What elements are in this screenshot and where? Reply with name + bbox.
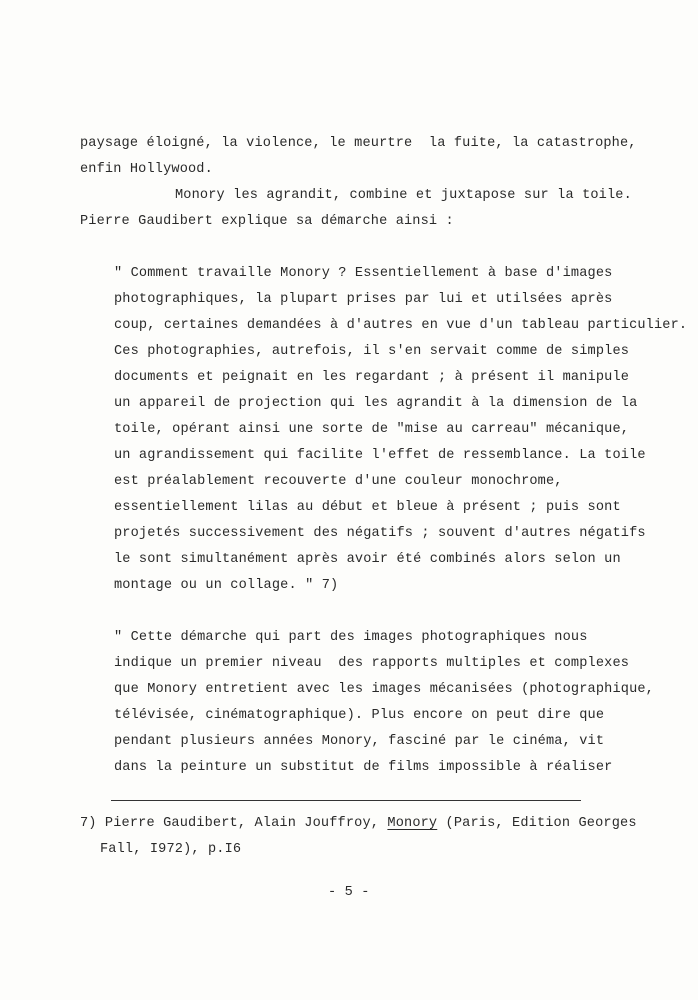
quote-two-line-2: indique un premier niveau des rapports multiples et complexes [114,656,630,671]
page-number: - 5 - [328,885,370,900]
footnote-line-1 [80,815,637,833]
footnote-separator [111,800,581,801]
quote-two-line-5: pendant plusieurs années Monory, fasciné par le cinéma, vit [114,734,605,749]
footnote-book-title: Monory [387,816,438,831]
quote-one-line-10: essentiellement lilas au début et bleue à présent ; puis sont [114,500,621,515]
quote-one-line-2: photographiques, la plupart prises par lui et utilsées après [114,292,613,307]
quote-two-line-1: " Cette démarche qui part des images photographiques nous [114,630,588,645]
quote-one-line-3: coup, certaines demandées à d'autres en vue d'un tableau particulier. [114,318,688,333]
quote-one-line-11: projetés successivement des négatifs ; souvent d'autres négatifs [114,526,646,541]
body-line-1: paysage éloigné, la violence, le meurtre la fuite, la catastrophe, [80,136,637,151]
quote-one-line-8: un agrandissement qui facilite l'effet de ressemblance. La toile [114,448,646,463]
quote-one-line-12: le sont simultanément après avoir été combinés alors selon un [114,552,621,567]
quote-one-line-5: documents et peignait en les regardant ; à présent il manipule [114,370,630,385]
quote-one-line-1: " Comment travaille Monory ? Essentiellement à base d'images [114,266,613,281]
quote-two-line-4: télévisée, cinématographique). Plus encore on peut dire que [114,708,605,723]
quote-one-line-9: est préalablement recouverte d'une couleur monochrome, [114,474,563,489]
footnote-publisher: (Paris, Edition Georges [437,816,637,831]
footnote-line-2: Fall, I972), p.I6 [100,842,242,857]
body-line-4: Pierre Gaudibert explique sa démarche ainsi : [80,214,454,229]
footnote-authors: 7) Pierre Gaudibert, Alain Jouffroy, [80,816,388,831]
quote-one-line-4: Ces photographies, autrefois, il s'en servait comme de simples [114,344,630,359]
body-line-3: Monory les agrandit, combine et juxtapose sur la toile. [175,188,632,203]
body-line-2: enfin Hollywood. [80,162,213,177]
quote-two-line-3: que Monory entretient avec les images mécanisées (photographique, [114,682,654,697]
quote-one-line-6: un appareil de projection qui les agrandit à la dimension de la [114,396,638,411]
quote-one-line-7: toile, opérant ainsi une sorte de "mise au carreau" mécanique, [114,422,630,437]
quote-one-line-13: montage ou un collage. " 7) [114,578,339,593]
quote-two-line-6: dans la peinture un substitut de films impossible à réaliser [114,760,613,775]
